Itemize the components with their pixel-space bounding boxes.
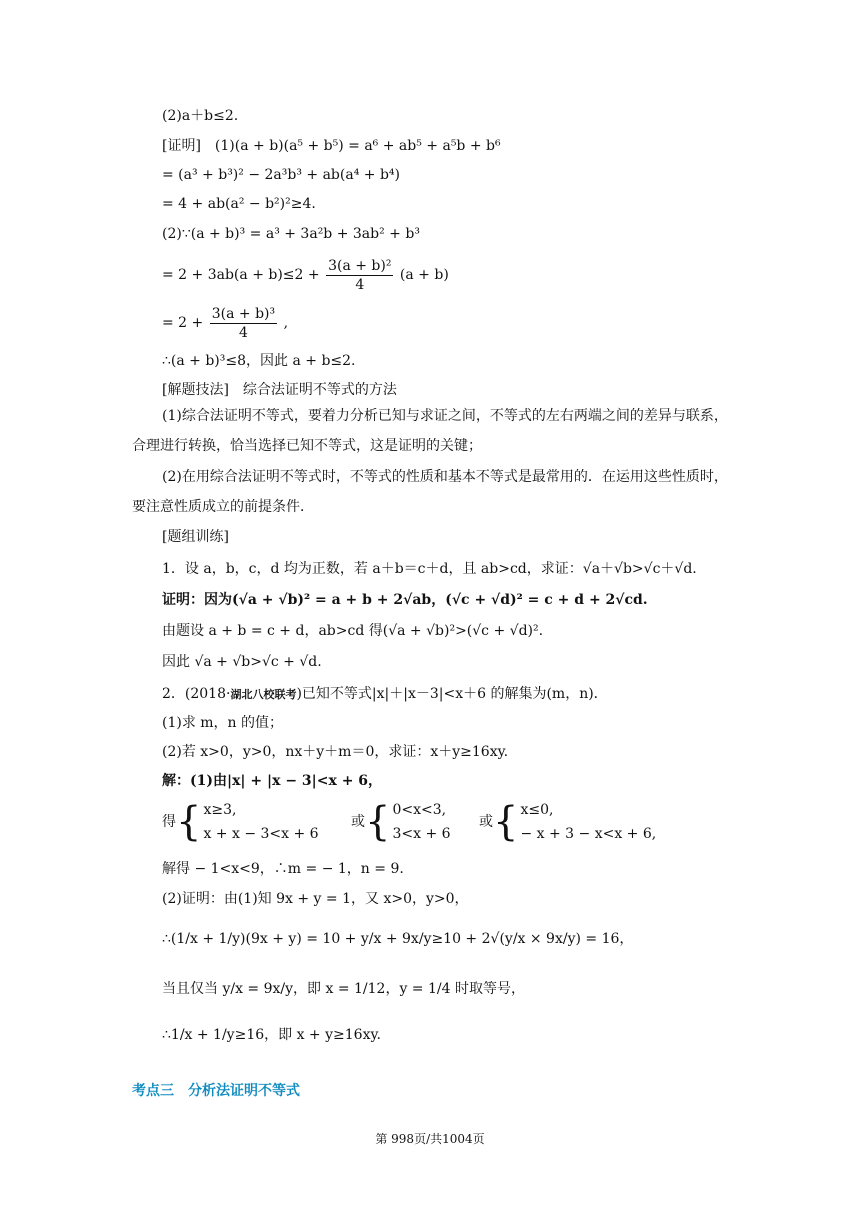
system [203,798,318,846]
system-line [162,798,656,846]
text-line: 解：(1)由|x| + |x − 3|<x + 6， [162,773,383,789]
math-text: , [283,315,289,331]
system-row: 3<x + 6 [392,826,451,842]
subheading: [题组训练] [162,529,229,545]
paragraph: (1)综合法证明不等式，要着力分析已知与求证之间，不等式的左右两端之间的差异与联系，合理进行转换，恰当选择已知不等式，这是证明的关键； [132,408,728,454]
denominator: 4 [238,324,248,341]
text-line: (2)若 x>0，y>0，nx＋y＋m＝0，求证：x＋y≥16xy. [162,744,509,760]
text-line: 当且仅当 y/x = 9x/y，即 x = 1/12，y = 1/4 时取等号， [162,981,525,997]
system-row: x + x − 3<x + 6 [203,826,319,842]
subheading: [解题技法] 综合法证明不等式的方法 [162,382,397,398]
text-line: ∴(1/x + 1/y)(9x + y) = 10 + y/x + 9x/y≥10 + 2√(y/x × 9x/y) = 16， [162,931,634,947]
brace: { [176,799,202,845]
system-row: x≥3, [203,802,237,818]
fraction [210,305,277,342]
math-text: )已知不等式|x|＋|x－3|<x＋6 的解集为(m，n)． [296,686,608,702]
system-row: 0<x<3, [392,802,447,818]
source-tag: 湖北八校联考 [230,688,297,701]
text-line: (2)a＋b≤2. [162,108,239,124]
text-line: = 4 + ab(a² − b²)²≥4. [162,196,316,212]
math-text: 或 [479,814,494,830]
system [520,798,656,846]
text-line [162,685,608,704]
text-line: = (a³ + b³)² − 2a³b³ + ab(a⁴ + b⁴) [162,167,400,183]
math-text: 或 [351,814,366,830]
text-line: ∴(a + b)³≤8，因此 a + b≤2. [162,353,356,369]
math-text: 2．(2018· [162,686,231,702]
text-line: 证明：因为(√a + √b)² = a + b + 2√ab，(√c + √d)² = c + d + 2√cd. [162,592,648,608]
text-line: 解得 − 1<x<9，∴m = − 1，n = 9. [162,861,404,877]
text-line: 因此 √a + √b>√c + √d. [162,654,322,670]
numerator: 3(a + b)² [328,257,392,274]
numerator: 3(a + b)³ [211,305,276,322]
text-line: (2)证明：由(1)知 9x + y = 1，又 x>0，y>0， [162,891,469,907]
system-row: x≤0, [520,802,554,818]
brace: { [493,799,519,845]
text-line: [证明] (1)(a + b)(a⁵ + b⁵) = a⁶ + ab⁵ + a⁵b + b⁶ [162,138,501,154]
text-line: (1)求 m，n 的值； [162,715,284,731]
math-text: = 2 + 3ab(a + b)≤2 + [162,267,320,283]
math-text: 得 [162,814,176,830]
math-line [162,304,288,342]
math-text: (a + b) [399,267,449,283]
page-footer: 第 998页/共1004页 [375,1132,485,1146]
denominator: 4 [355,276,365,293]
fraction [326,257,393,294]
system-row: − x + 3 − x<x + 6, [520,826,657,842]
math-line [162,256,449,294]
paragraph: (2)在用综合法证明不等式时，不等式的性质和基本不等式是最常用的．在运用这些性质时，要注意性质成立的前提条件． [132,469,728,515]
text-line: (2)∵(a + b)³ = a³ + 3a²b + 3ab² + b³ [162,226,420,242]
system [392,798,450,846]
text-line: ∴1/x + 1/y≥16，即 x + y≥16xy. [162,1027,381,1043]
brace: { [365,799,391,845]
text-line: 1．设 a，b，c，d 均为正数，若 a＋b＝c＋d，且 ab>cd，求证：√a＋√b>√c＋√d. [162,561,697,577]
text-line: 由题设 a + b = c + d，ab>cd 得(√a + √b)²>(√c + √d)². [162,623,544,639]
math-text: = 2 + [162,315,204,331]
section-heading: 考点三 分析法证明不等式 [132,1083,300,1099]
